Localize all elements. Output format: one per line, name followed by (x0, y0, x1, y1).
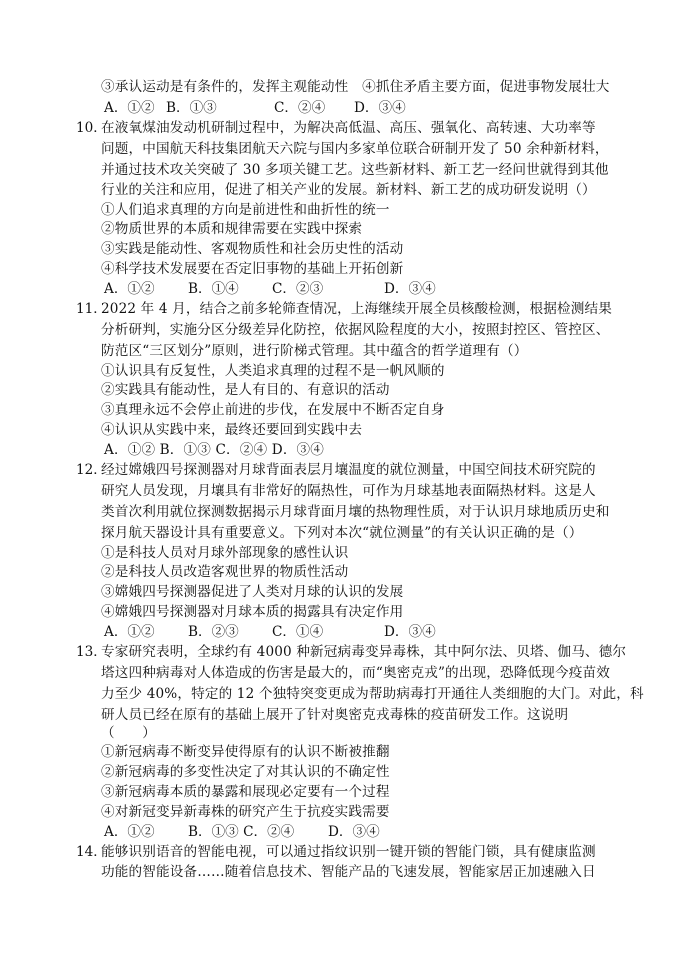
q10-option-2: ②物质世界的本质和规律需要在实践中探索 (101, 221, 363, 237)
q12-stem-line-4: 探月航天器设计具有重要意义。下列对本次“就位测量”的有关认识正确的是（） (101, 525, 583, 541)
q11-option-1: ①认识具有反复性，人类追求真理的过程不是一帆风顺的 (101, 363, 445, 379)
q10-choice-a: A．①② (104, 281, 155, 297)
q10-choice-b: B．①④ (188, 281, 239, 297)
q13-option-4: ④对新冠变异新毒株的研究产生于抗疫实践需要 (101, 804, 390, 820)
q12-choice-a: A．①② (104, 624, 155, 640)
q10-stem-line-1: 在液氧煤油发动机研制过程中，为解决高低温、高压、强氧化、高转速、大功率等 (101, 120, 596, 136)
q13-stem-line-3: 力至少 40%，特定的 12 个独特突变更成为帮助病毒打开通往人类细胞的大门。对此，科 (101, 686, 644, 702)
q11-stem-line-1: 2022 年 4 月，结合之前多轮筛查情况，上海继续开展全员核酸检测，根据检测结果 (101, 301, 612, 317)
q12-option-3: ③嫦娥四号探测器促进了人类对月球的认识的发展 (101, 584, 404, 600)
q13-stem-blank: （ ） (101, 725, 156, 741)
q9-option-line: ③承认运动是有条件的，发挥主观能动性 ④抓住矛盾主要方面，促进事物发展壮大 (101, 79, 610, 95)
q12-choice-b: B．②③ (188, 624, 239, 640)
q11-stem-line-3: 防范区“三区划分”原则，进行阶梯式管理。其中蕴含的哲学道理有（） (101, 343, 528, 359)
q12-choice-c: C．①④ (272, 624, 324, 640)
q10-option-4: ④科学技术发展要在否定旧事物的基础上开拓创新 (101, 261, 404, 277)
q13-option-2: ②新冠病毒的多变性决定了对其认识的不确定性 (101, 764, 390, 780)
q13-option-3: ③新冠病毒本质的暴露和展现必定要有一个过程 (101, 784, 390, 800)
q12-number: 12． (76, 462, 107, 478)
q10-stem-line-3: 并通过技术攻关突破了 30 多项关键工艺。这些新材料、新工艺一经问世就得到其他 (101, 162, 609, 178)
q12-choice-d: D．③④ (384, 624, 436, 640)
q10-stem-line-4: 行业的关注和应用，促进了相关产业的发展。新材料、新工艺的成功研发说明（） (101, 182, 596, 198)
q12-option-1: ①是科技人员对月球外部现象的感性认识 (101, 545, 349, 561)
q9-choice-b: B．①③ (166, 100, 217, 116)
q13-option-1: ①新冠病毒不断变异使得原有的认识不断被推翻 (101, 744, 390, 760)
q10-option-1: ①人们追求真理的方向是前进性和曲折性的统一 (101, 202, 390, 218)
q9-choice-a: A．①② (104, 100, 155, 116)
q14-stem-line-2: 功能的智能设备……随着信息技术、智能产品的飞速发展，智能家居正加速融入日 (101, 864, 596, 880)
q12-option-4: ④嫦娥四号探测器对月球本质的揭露具有决定作用 (101, 604, 404, 620)
q11-number: 11． (76, 301, 107, 317)
q9-choice-c: C．②④ (274, 100, 326, 116)
q12-stem-line-2: 研究人员发现，月壤具有非常好的隔热性，可作为月球基地表面隔热材料。这是人 (101, 483, 596, 499)
q12-stem-line-1: 经过嫦娥四号探测器对月球背面表层月壤温度的就位测量，中国空间技术研究院的 (101, 462, 596, 478)
q13-stem-line-1: 专家研究表明，全球约有 4000 种新冠病毒变异毒株，其中阿尔法、贝塔、伽马、德尔 (101, 644, 627, 660)
q13-choice-bc: B．①③ C．②④ (188, 824, 295, 840)
q14-number: 14． (76, 844, 107, 860)
q12-stem-line-3: 类首次利用就位探测数据揭示月球背面月壤的热物理性质，对于认识月球地质历史和 (101, 504, 610, 520)
q12-option-2: ②是科技人员改造客观世界的物质性活动 (101, 564, 349, 580)
q11-option-3: ③真理永远不会停止前进的步伐，在发展中不断否定自身 (101, 402, 445, 418)
q14-stem-line-1: 能够识别语音的智能电视，可以通过指纹识别一键开锁的智能门锁，具有健康监测 (101, 844, 596, 860)
q13-stem-line-2: 塔这四种病毒对人体造成的伤害是最大的，而“奥密克戎”的出现，恐降低现今疫苗效 (101, 665, 610, 681)
q10-choice-c: C．②③ (272, 281, 324, 297)
q13-choice-d: D．③④ (328, 824, 380, 840)
q10-stem-line-2: 问题，中国航天科技集团航天六院与国内多家单位联合研制开发了 50 余种新材料， (101, 141, 609, 157)
q10-number: 10． (76, 120, 107, 136)
q13-choice-a: A．①② (104, 824, 155, 840)
q10-choice-d: D．③④ (384, 281, 436, 297)
q11-choices: A．①② B．①③ C．②④ D．③④ (104, 442, 325, 458)
q11-stem-line-2: 分析研判，实施分区分级差异化防控，依据风险程度的大小，按照封控区、管控区、 (101, 322, 610, 338)
q9-choice-d: D．③④ (354, 100, 406, 116)
q13-stem-line-4: 研人员已经在原有的基础上展开了针对奥密克戎毒株的疫苗研发工作。这说明 (101, 707, 569, 723)
q13-number: 13． (76, 644, 107, 660)
q11-option-4: ④认识从实践中来，最终还要回到实践中去 (101, 422, 363, 438)
q10-option-3: ③实践是能动性、客观物质性和社会历史性的活动 (101, 241, 404, 257)
q11-option-2: ②实践具有能动性，是人有目的、有意识的活动 (101, 382, 390, 398)
